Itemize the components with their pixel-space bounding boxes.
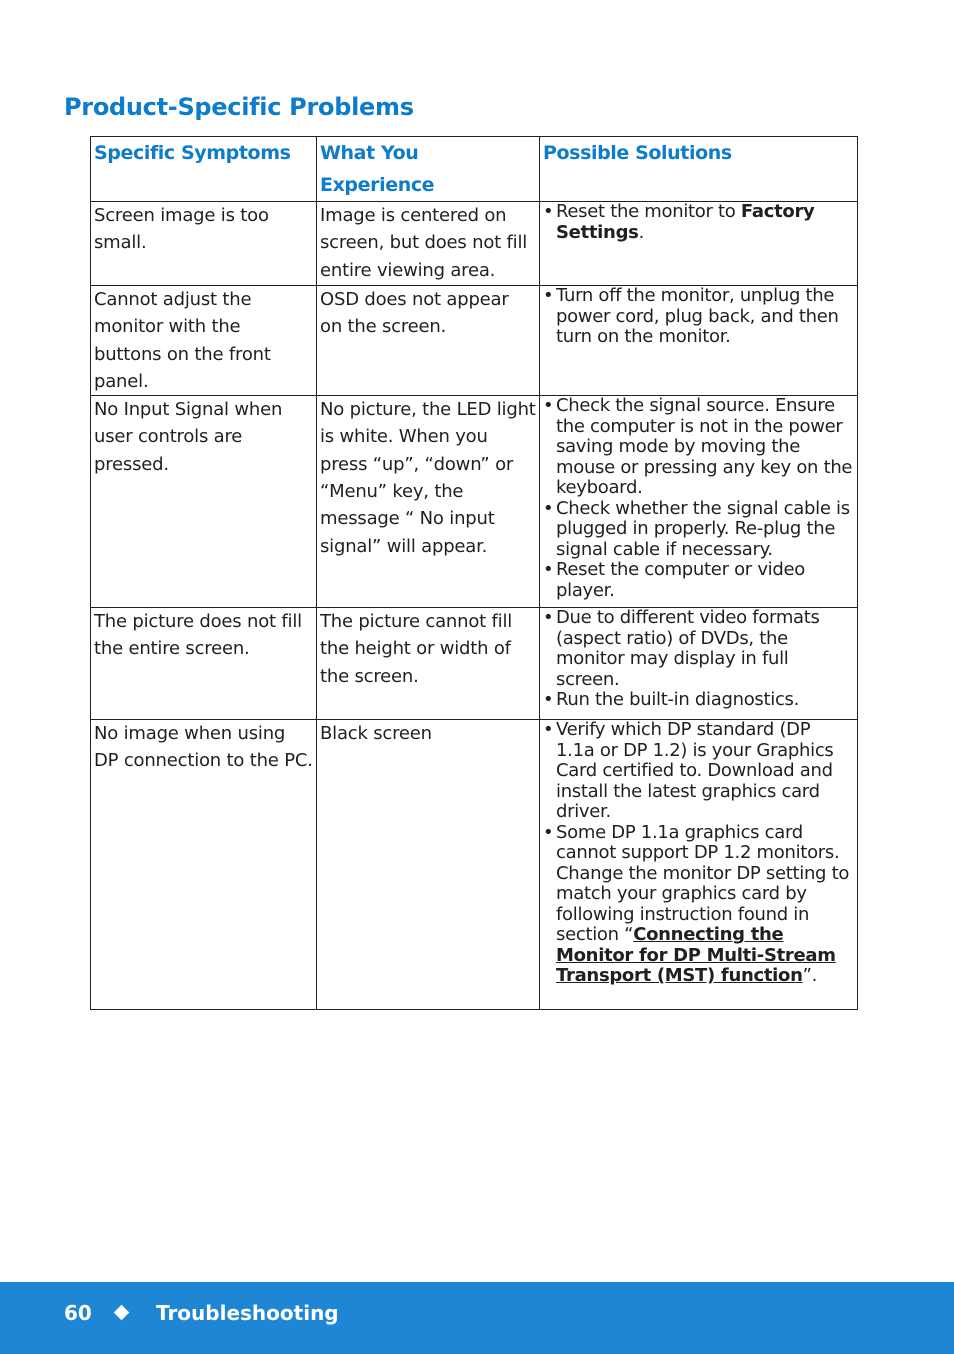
- symptom-cell: No image when using DP connection to the PC.: [91, 720, 317, 1010]
- mst-section-link[interactable]: Connecting the Monitor for DP Multi-Stream Transport (MST) function: [556, 924, 836, 987]
- table-row: [91, 202, 858, 286]
- table-header-row: [91, 137, 858, 202]
- experience-cell: Image is centered on screen, but does not fill entire viewing area.: [317, 202, 540, 286]
- table-row: [91, 608, 858, 720]
- solutions-list: [543, 720, 854, 987]
- footer-section-title: Troubleshooting: [156, 1301, 339, 1325]
- symptom-cell: Screen image is too small.: [91, 202, 317, 286]
- page-title: Product-Specific Problems: [64, 93, 414, 121]
- solution-item: • Check whether the signal cable is plugged in properly. Re-plug the signal cable if necessary.: [543, 499, 854, 561]
- factory-settings-term: Factory Settings: [556, 201, 815, 243]
- experience-cell: No picture, the LED light is white. When you press “up”, “down” or “Menu” key, the message “ No input signal” will appear.: [317, 396, 540, 608]
- solutions-list: [543, 286, 854, 348]
- experience-cell: OSD does not appear on the screen.: [317, 286, 540, 396]
- solutions-list: [543, 608, 854, 711]
- diamond-icon: [114, 1305, 130, 1321]
- solution-item: • Check the signal source. Ensure the computer is not in the power saving mode by moving the mouse or pressing any key on the keyboard.: [543, 396, 854, 499]
- symptom-cell: The picture does not fill the entire screen.: [91, 608, 317, 720]
- solution-text-end: ”.: [802, 965, 818, 987]
- solutions-list: [543, 396, 854, 601]
- solution-item: [543, 823, 854, 987]
- solution-item: • Turn off the monitor, unplug the power cord, plug back, and then turn on the monitor.: [543, 286, 854, 348]
- solution-item: • Due to different video formats (aspect ratio) of DVDs, the monitor may display in full screen.: [543, 608, 854, 690]
- column-header-experience: What You Experience: [317, 137, 540, 202]
- solutions-list: [543, 202, 854, 243]
- symptom-cell: No Input Signal when user controls are pressed.: [91, 396, 317, 608]
- column-header-symptoms: Specific Symptoms: [91, 137, 317, 202]
- solution-item: • Run the built-in diagnostics.: [543, 690, 854, 711]
- solution-item: [543, 202, 854, 243]
- column-header-solutions: Possible Solutions: [540, 137, 858, 202]
- solution-item: • Verify which DP standard (DP 1.1a or DP 1.2) is your Graphics Card certified to. Download and install the latest graphics card driver.: [543, 720, 854, 823]
- table-row: [91, 720, 858, 1010]
- solutions-cell: [540, 286, 858, 396]
- solutions-cell: [540, 396, 858, 608]
- solution-text-end: .: [638, 221, 644, 243]
- table-row: [91, 286, 858, 396]
- experience-cell: Black screen: [317, 720, 540, 1010]
- solution-text: Some DP 1.1a graphics card cannot support DP 1.2 monitors. Change the monitor DP setting to match your graphics card by following instruction found in section “: [556, 821, 850, 946]
- problems-table: [90, 136, 858, 1010]
- page-footer: [0, 1282, 954, 1354]
- symptom-cell: Cannot adjust the monitor with the buttons on the front panel.: [91, 286, 317, 396]
- solution-text: Reset the monitor to: [556, 201, 741, 222]
- page-number: 60: [64, 1301, 92, 1325]
- table-row: [91, 396, 858, 608]
- solutions-cell: [540, 608, 858, 720]
- solutions-cell: [540, 720, 858, 1010]
- solutions-cell: [540, 202, 858, 286]
- experience-cell: The picture cannot fill the height or width of the screen.: [317, 608, 540, 720]
- solution-item: • Reset the computer or video player.: [543, 560, 854, 601]
